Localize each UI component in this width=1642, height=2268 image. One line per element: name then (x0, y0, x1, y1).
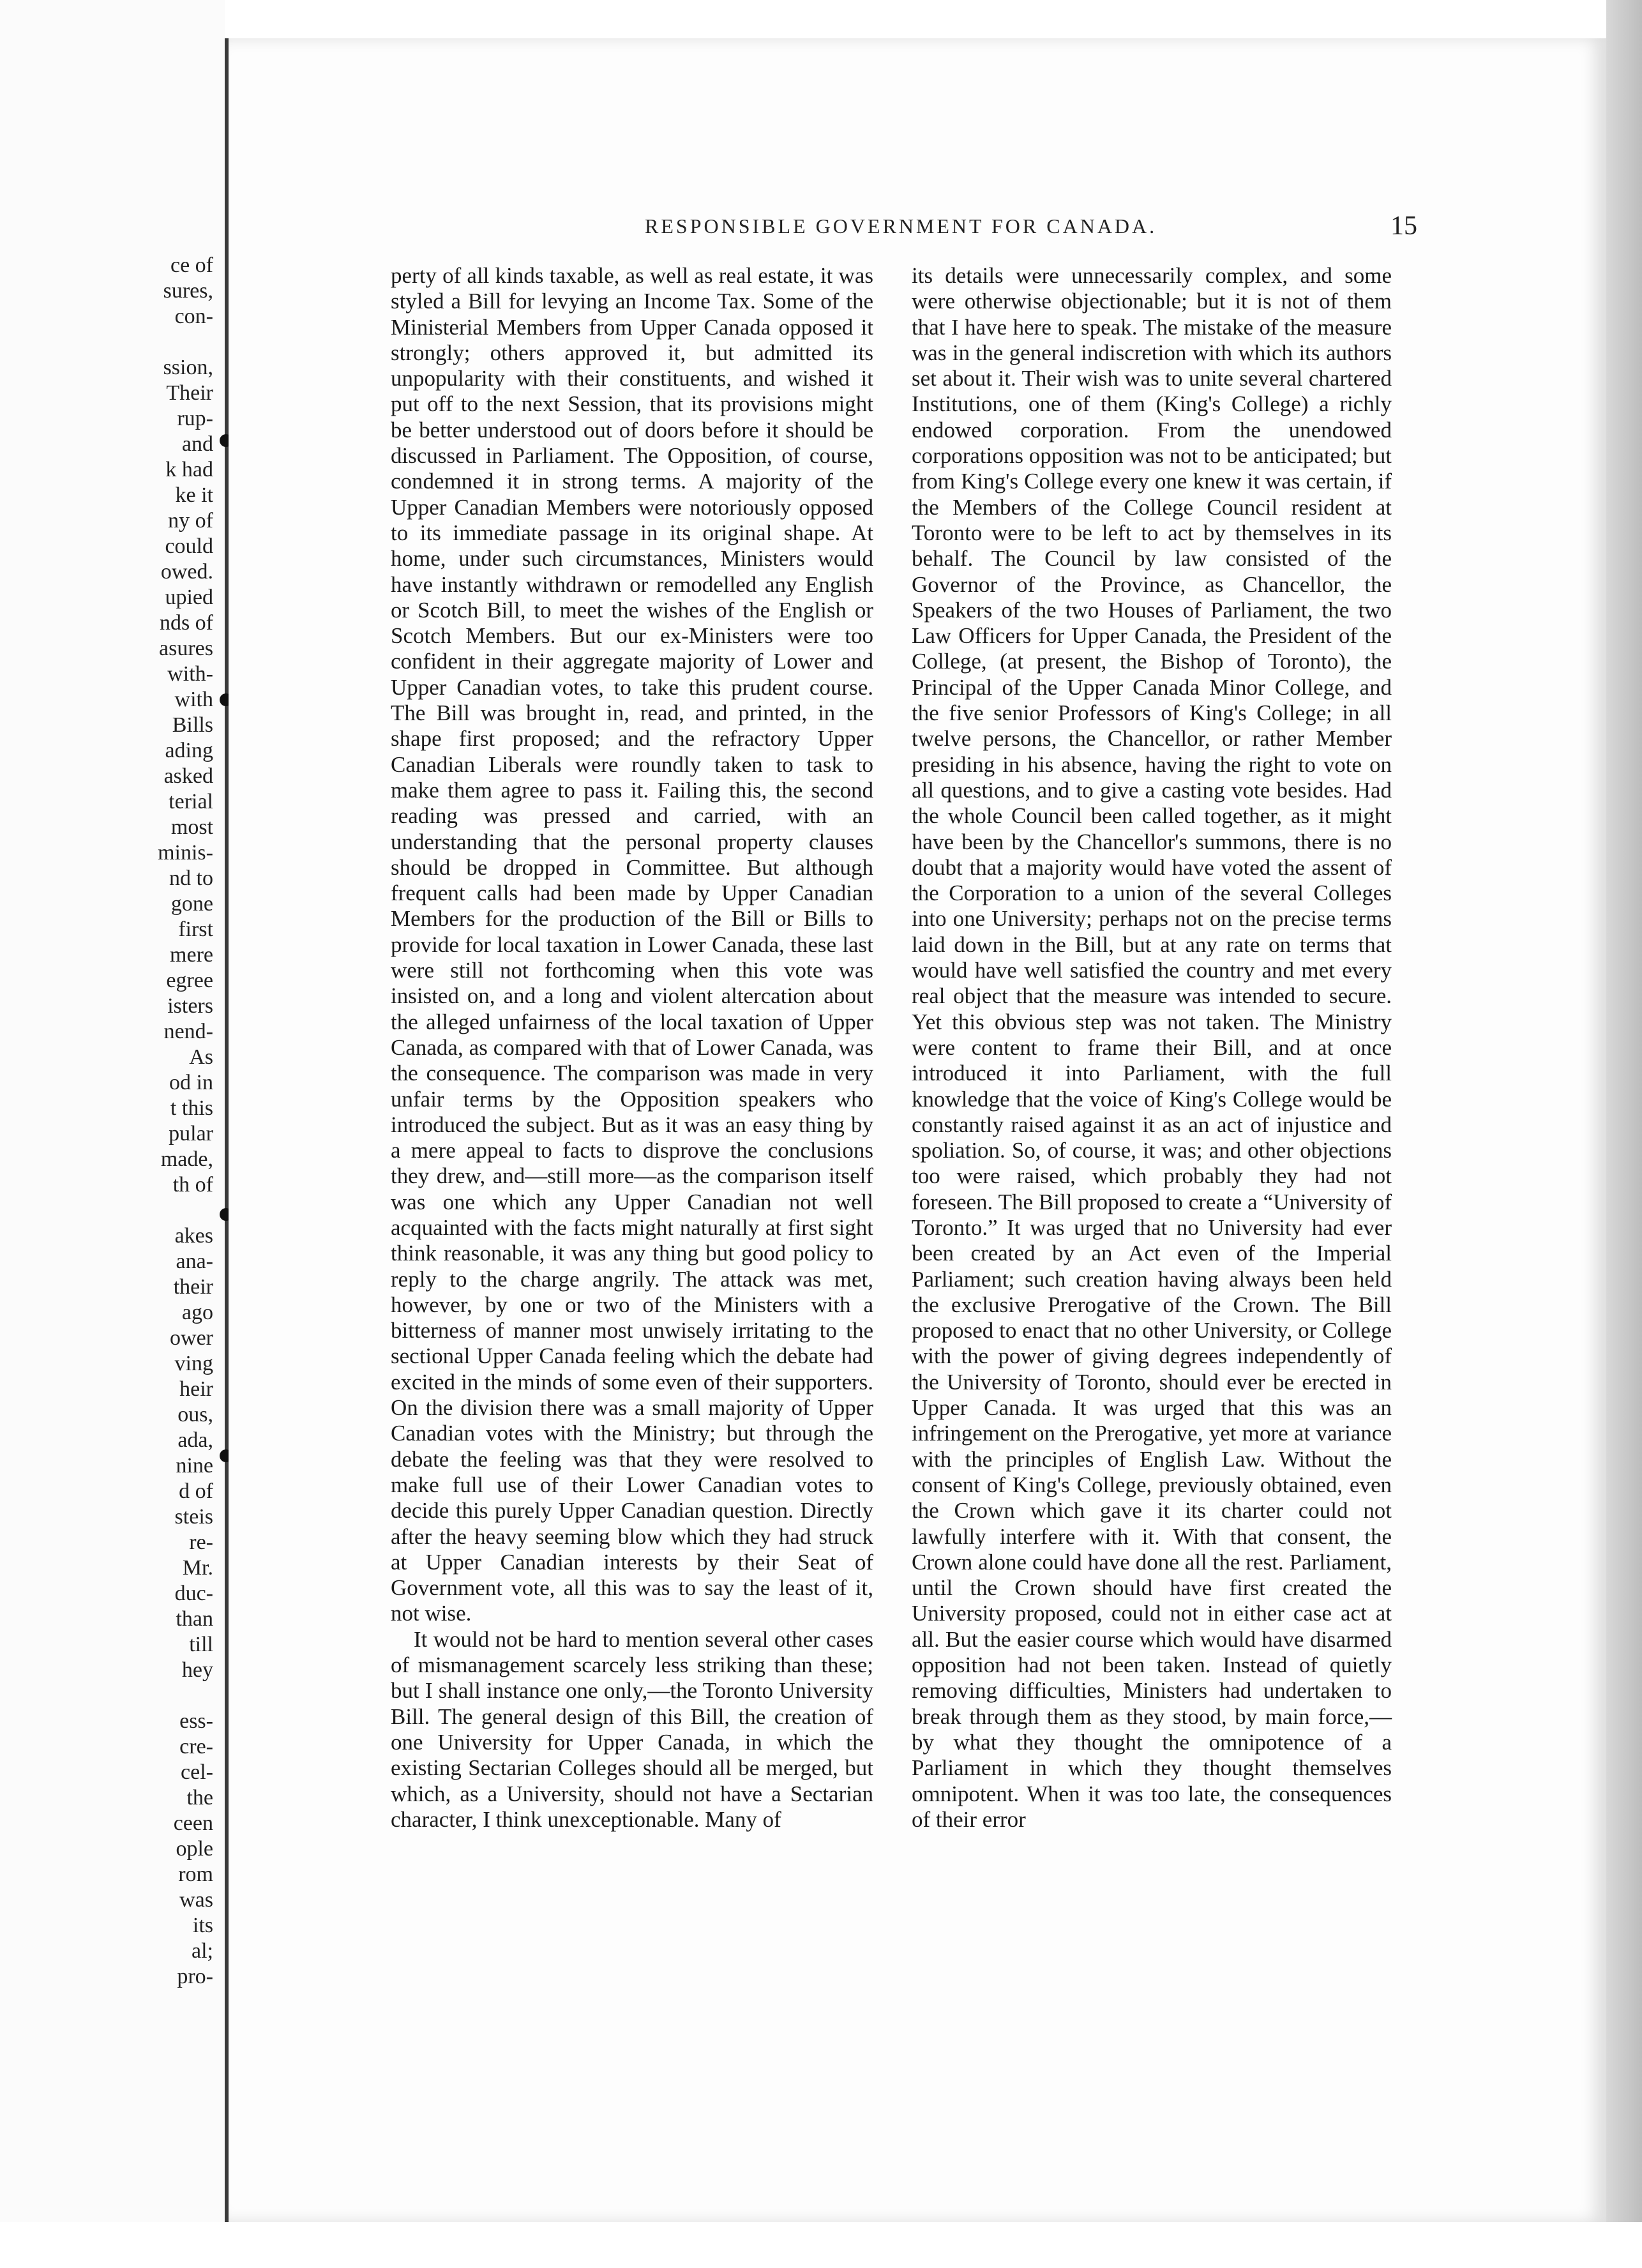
fragment-line: gone (170, 892, 213, 916)
fragment-line: could (165, 534, 213, 558)
fragment-line: th of (172, 1173, 213, 1197)
running-head: RESPONSIBLE GOVERNMENT FOR CANADA. (645, 215, 1157, 238)
fragment-line: duc- (174, 1582, 213, 1605)
fragment-line: ana- (176, 1250, 213, 1273)
paragraph: perty of all kinds taxable, as well as real estate, it was styled a Bill for levying an Income Tax. Some of the Ministerial Members from Upper Canada opposed it strongly; others approved it, but admitted its unpopularity with their constituents, and wished it put off to the next Session, that its provisions might be better understood out of doors before it should be discussed in Parliament. The Opposition, of course, condemned it in strong terms. A majority of the Upper Canadian Members were notoriously opposed to its immediate passage in its original shape. At home, under such circumstances, Ministers would have instantly withdrawn or remodelled any English or Scotch Bill, to meet the wishes of the English or Scotch Members. But our ex-Ministers were too confident in their aggregate majority of Lower and Upper Canadian votes, to take this prudent course. The Bill was brought in, read, and printed, in the shape first proposed; and the refractory Upper Canadian Liberals were roundly taken to task to make them agree to pass it. Failing this, the second reading was pressed and carried, with an understanding that the personal property clauses should be dropped in Committee. But although frequent calls had been made by Upper Canadian Members for the production of the Bill or Bills to provide for local taxation in Lower Canada, these last were still not forthcoming when this vote was insisted on, and a long and violent altercation about the alleged unfairness of the local taxation of Upper Canada, as compared with that of Lower Canada, was the consequence. The comparison was made in very unfair terms by the Opposition speakers who introduced the subject. But as it was an easy thing by a mere appeal to facts to disprove the conclusions they drew, and—still more—as the comparison itself was one which any Upper Canadian not well acquainted with the facts might naturally at first sight think reasonable, it was any thing but good policy to reply to the charge angrily. The attack was met, however, by one or two of the Ministers with a bitterness of manner most unwisely irritating to the sectional Upper Canada feeling which the debate had excited in the minds of some even of their supporters. On the division there was a small majority of Upper Canadian votes with the Ministry; but through the debate the feeling was that they were resolved to make full use of their Lower Canadian votes to decide this purely Upper Canadian question. Directly after the heavy seeming blow which they had struck at Upper Canadian interests by their Seat of Government vote, all this was to say the least of it, not wise. (391, 263, 873, 1626)
page-bottom-margin (0, 2222, 1642, 2268)
text-column-left (391, 263, 873, 1833)
paragraph: its details were unnecessarily complex, and some were otherwise objectionable; but it is not of them that I have here to speak. The mistake of the measure was in the general indiscretion with which its authors set about it. Their wish was to unite several chartered Institutions, one of them (King's College) a richly endowed corporation. From the unendowed corporations opposition was not to be anticipated; but from King's College every one knew it was certain, if the Members of the College Council resident at Toronto were to be left to act by themselves in its behalf. The Council by law consisted of the Governor of the Province, as Chancellor, the Speakers of the two Houses of Parliament, the two Law Officers for Upper Canada, the President of the College, (at present, the Bishop of Toronto), the Principal of the Upper Canada Minor College, and the five senior Professors of King's College; in all twelve persons, the Chancellor, or rather Member presiding in his absence, having the right to vote on all questions, and to give a casting vote besides. Had the whole Council been called together, as it might have been by the Chancellor's summons, there is no doubt that a majority would have voted the assent of the Corporation to a union of the several Colleges into one University; perhaps not on the precise terms laid down in the Bill, but at any rate on terms that would have well satisfied the country and met every real object that the measure was intended to secure. Yet this obvious step was not taken. The Ministry were content to frame their Bill, and at once introduced it into Parliament, with the full knowledge that the voice of King's College would be constantly raised against it as an act of injustice and spoliation. So, of course, it was; and other objections too were raised, which probably they had not foreseen. The Bill proposed to create a “University of Toronto.” It was urged that no University had ever been created by an Act even of the Imperial Parliament; such creation having always been held the exclusive Prerogative of the Crown. The Bill proposed to enact that no other University, or College with the power of giving degrees independently of the University of Toronto, should ever be erected in Upper Canada. It was urged that this was an infringement on the Prerogative, yet more at variance with the principles of English Law. Without the consent of King's College, previously obtained, even the Crown which gave it its charter could not lawfully interfere with it. With that consent, the Crown alone could have done all the rest. Parliament, until the Crown should have first created the University proposed, could not in either case act at all. But the easier course which would have disarmed opposition had not been taken. Instead of quietly removing difficulties, Ministers had undertaken to break through them as they stood, by main force,—by what they thought the omnipotence of a Parliament in which they thought themselves omnipotent. When it was too late, the consequences of their error (912, 263, 1392, 1832)
fragment-line: Mr. (182, 1556, 213, 1580)
fragment-line: was (179, 1888, 213, 1912)
fragment-line: egree (166, 969, 213, 992)
fragment-line: ading (165, 739, 213, 762)
fragment-line: Their (166, 381, 213, 405)
fragment-line: ny of (168, 509, 213, 533)
fragment-line: steis (174, 1505, 213, 1529)
fragment-line: rom (178, 1863, 213, 1886)
fragment-line: heir (179, 1377, 213, 1401)
paragraph: It would not be hard to mention several other cases of mismanagement scarcely less striking than these; but I shall instance one only,—the Toronto University Bill. The general design of this Bill, the creation of one University for Upper Canada, in which the existing Sectarian Colleges should all be merged, but which, as a University, should not have a Sectarian character, I think unexceptionable. Many of (391, 1626, 873, 1832)
fragment-line: the (186, 1786, 213, 1810)
fragment-line: nds of (159, 611, 213, 635)
text-column-right (912, 263, 1392, 1833)
fragment-line: As (189, 1045, 213, 1069)
fragment-line: minis- (158, 841, 213, 865)
fragment-line: upied (165, 586, 213, 609)
fragment-line: with- (167, 662, 213, 686)
fragment-line: ess- (179, 1709, 213, 1733)
facing-page-text-fragments (4, 253, 213, 1990)
page-number: 15 (1390, 211, 1417, 241)
fragment-line: re- (189, 1531, 213, 1554)
fragment-line: terial (169, 790, 213, 813)
fragment-line: od in (169, 1071, 213, 1094)
fragment-line: ce of (170, 253, 213, 277)
fragment-line (4, 1683, 213, 1709)
fragment-line: ago (181, 1301, 213, 1324)
page-edge-shadow (1606, 0, 1642, 2268)
fragment-line: pro- (177, 1965, 213, 1988)
fragment-line: ople (176, 1837, 213, 1861)
fragment-line: its (192, 1914, 213, 1937)
fragment-line: akes (174, 1224, 213, 1248)
fragment-line: ower (170, 1326, 213, 1350)
fragment-line: ada, (177, 1428, 213, 1452)
fragment-line: hey (181, 1658, 213, 1682)
page-top-margin (229, 0, 1606, 38)
fragment-line: first (178, 918, 213, 941)
fragment-line: nine (176, 1454, 213, 1478)
fragment-line: most (170, 815, 213, 839)
fragment-line: t this (170, 1096, 213, 1120)
fragment-line: nd to (169, 866, 213, 890)
fragment-line (4, 329, 213, 355)
fragment-line: than (176, 1607, 213, 1631)
fragment-line: nend- (163, 1020, 213, 1043)
fragment-line: ceen (173, 1811, 213, 1835)
fragment-line: owed. (160, 560, 213, 584)
fragment-line: their (173, 1275, 213, 1299)
fragment-line: ssion, (163, 356, 213, 379)
fragment-line: Bills (172, 713, 213, 737)
fragment-line: pular (169, 1122, 213, 1145)
fragment-line: asures (159, 637, 213, 660)
fragment-line: cre- (179, 1735, 213, 1758)
fragment-line: ke it (175, 483, 213, 507)
fragment-line: cel- (181, 1760, 213, 1784)
fragment-line: al; (192, 1939, 213, 1963)
fragment-line (4, 1198, 213, 1223)
fragment-line: con- (174, 305, 213, 328)
fragment-line: ving (174, 1352, 213, 1375)
fragment-line: d of (179, 1479, 213, 1503)
fragment-line: ous, (177, 1403, 213, 1426)
fragment-line: asked (163, 764, 213, 788)
fragment-line: k had (165, 458, 213, 481)
fragment-line: isters (167, 994, 213, 1018)
fragment-line: mere (170, 943, 213, 967)
fragment-line: made, (160, 1147, 213, 1171)
fragment-line: till (189, 1633, 213, 1656)
fragment-line: with (174, 688, 213, 711)
fragment-line: rup- (177, 407, 213, 430)
fragment-line: and (181, 432, 213, 456)
fragment-line: sures, (163, 279, 213, 303)
